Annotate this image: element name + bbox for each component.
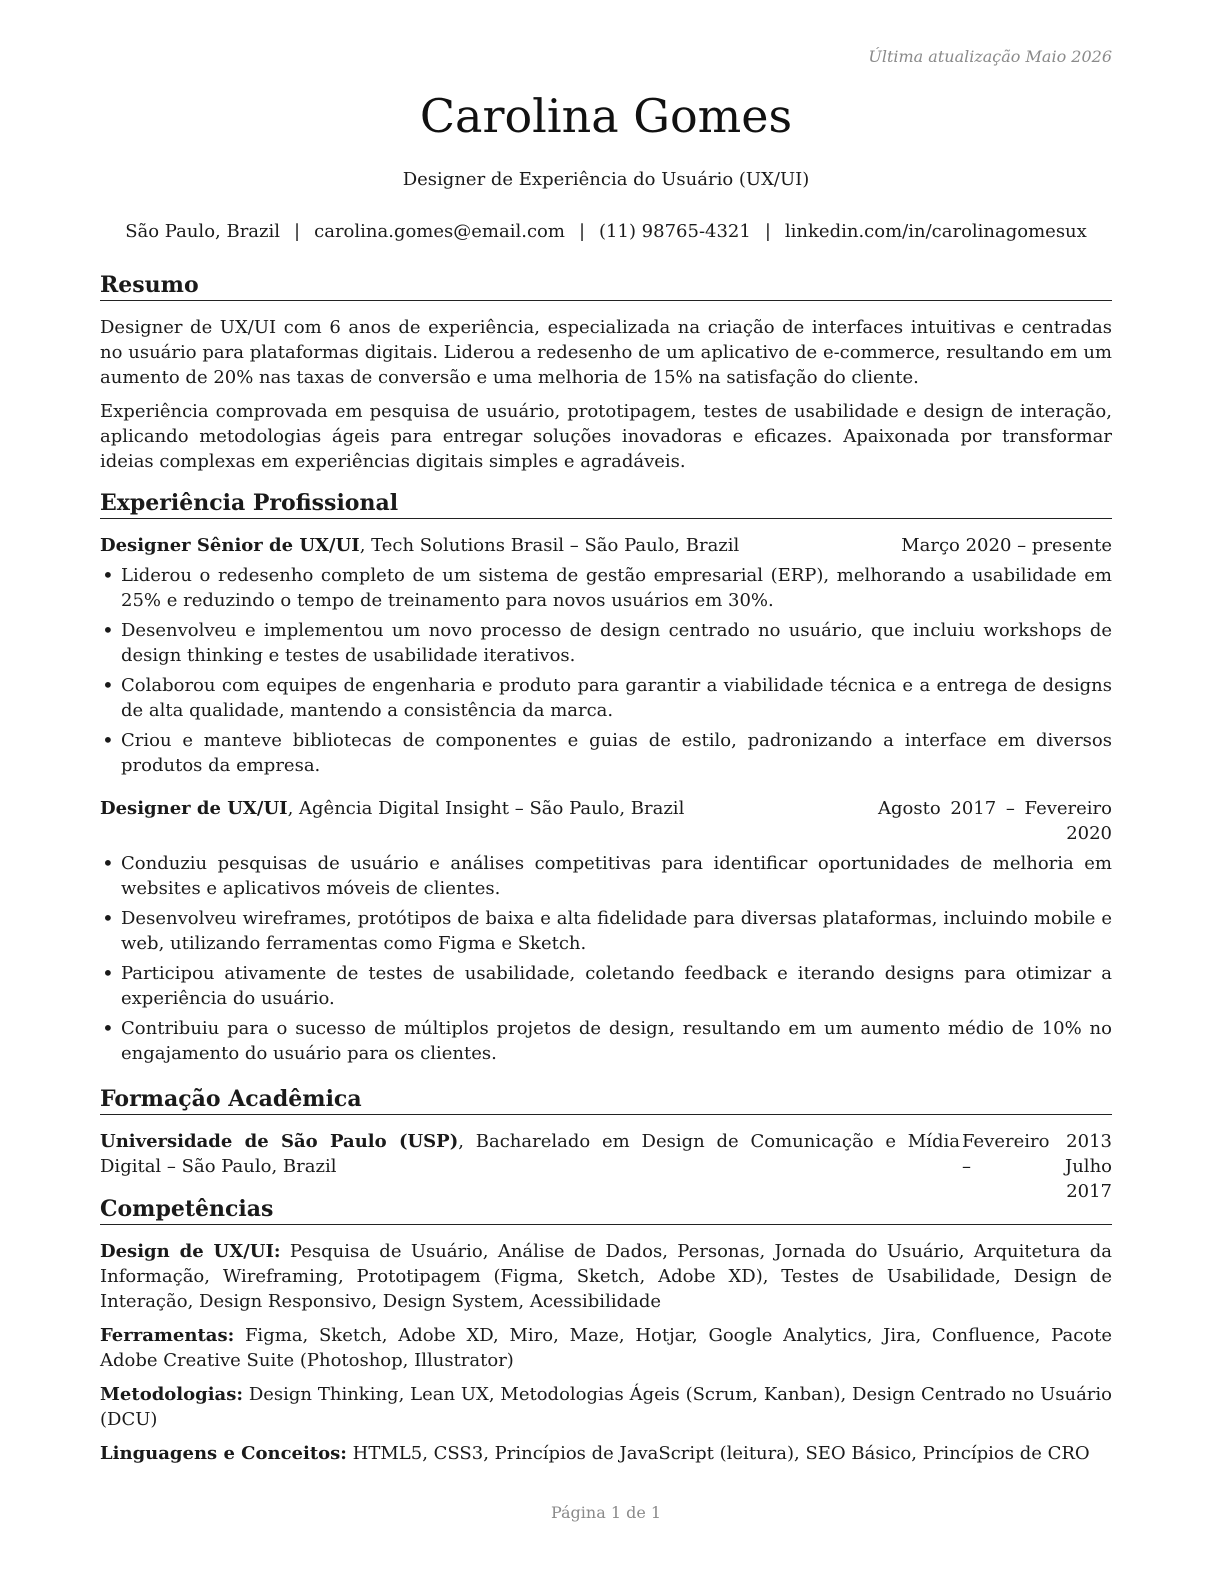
job-role: Designer Sênior de UX/UI [100,535,360,556]
list-item: • Desenvolveu wireframes, protótipos de baixa e alta fidelidade para diversas plataformas, incluindo mobile e web, utilizando ferramentas como Figma e Sketch. [100,906,1112,956]
list-item: • Criou e manteve bibliotecas de componentes e guias de estilo, padronizando a interface em diversos produtos da empresa. [100,728,1112,778]
skill-group [100,1382,1112,1432]
education-institution: Universidade de São Paulo (USP) [100,1131,459,1152]
list-item: • Contribuiu para o sucesso de múltiplos projetos de design, resultando em um aumento médio de 10% no engajamento do usuário para os clientes. [100,1016,1112,1066]
skill-label: Design de UX/UI: [100,1241,281,1262]
contact-separator: | [578,221,586,242]
contact-separator: | [294,221,301,242]
contact-email[interactable]: carolina.gomes@email.com [314,221,565,242]
contact-location: São Paulo, Brazil [125,221,281,242]
resume-page [100,0,1112,1584]
list-item: • Liderou o redesenho completo de um sistema de gestão empresarial (ERP), melhorando a usabilidade em 25% e reduzindo o tempo de treinamento para novos usuários em 30%. [100,563,1112,613]
skill-text: HTML5, CSS3, Princípios de JavaScript (leitura), SEO Básico, Princípios de CRO [346,1443,1090,1464]
job-bullets [100,563,1112,778]
skill-text: Figma, Sketch, Adobe XD, Miro, Maze, Hotjar, Google Analytics, Jira, Confluence, Pacote Adobe Creative Suite (Photoshop, Illustrator) [100,1325,1112,1371]
candidate-name: Carolina Gomes [419,89,793,143]
experience-section [100,488,1112,1066]
skills-section [100,1194,1112,1466]
job-company: , Agência Digital Insight – São Paulo, Brazil [287,798,685,819]
job-company: , Tech Solutions Brasil – São Paulo, Brazil [359,535,740,556]
skill-group [100,1239,1112,1314]
list-item: • Desenvolveu e implementou um novo processo de design centrado no usuário, que incluiu workshops de design thinking e testes de usabilidade iterativos. [100,618,1112,668]
list-item: • Conduziu pesquisas de usuário e análises competitivas para identificar oportunidades de melhoria em websites e aplicativos móveis de clientes. [100,851,1112,901]
section-title-experience: Experiência Profissional [100,488,1112,519]
education-entry [100,1129,1112,1204]
skill-group [100,1441,1112,1466]
contact-phone: (11) 98765-4321 [599,221,751,242]
job-dates: Março 2020 – presente [901,535,1112,556]
job-role: Designer de UX/UI [100,798,288,819]
contact-line [100,219,1112,244]
summary-paragraph: Experiência comprovada em pesquisa de usuário, prototipagem, testes de usabilidade e design de interação, aplicando metodologias ágeis para entregar soluções inovadoras e eficazes. Apaixonada por transformar ideias complexas em experiências digitais simples e agradáveis. [100,401,1112,472]
skill-label: Metodologias: [100,1384,243,1405]
education-dates: Fevereiro 2013 – Julho 2017 [962,1131,1112,1202]
last-updated: Última atualização Maio 2026 [868,47,1112,66]
summary-section [100,270,1112,474]
education-details: , Bacharelado em Design de Comunicação e Mídia Digital – São Paulo, Brazil [100,1131,961,1177]
job-header [100,533,1112,558]
summary-paragraph: Designer de UX/UI com 6 anos de experiência, especializada na criação de interfaces intuitivas e centradas no usuário para plataformas digitais. Liderou a redesenho de um aplicativo de e-commerce, resultando em um aumento de 20% nas taxas de conversão e uma melhoria de 15% na satisfação do cliente. [100,317,1112,388]
skill-label: Linguagens e Conceitos: [100,1443,347,1464]
job-header [100,796,1112,846]
contact-linkedin[interactable]: linkedin.com/in/carolinagomesux [784,221,1087,242]
skill-label: Ferramentas: [100,1325,235,1346]
education-section [100,1084,1112,1204]
job-entry [100,533,1112,778]
job-bullets [100,851,1112,1066]
job-dates: Agosto 2017 – Fevereiro 2020 [878,798,1112,844]
section-title-summary: Resumo [100,270,1112,301]
headline: Designer de Experiência do Usuário (UX/UI) [402,169,810,190]
page-number: Página 1 de 1 [550,1503,662,1522]
section-title-skills: Competências [100,1194,1112,1225]
job-entry [100,796,1112,1066]
section-title-education: Formação Acadêmica [100,1084,1112,1115]
skill-group [100,1323,1112,1373]
contact-separator: | [764,221,771,242]
skill-text: Design Thinking, Lean UX, Metodologias Ágeis (Scrum, Kanban), Design Centrado no Usuário (DCU) [100,1384,1112,1430]
skill-text: Pesquisa de Usuário, Análise de Dados, Personas, Jornada do Usuário, Arquitetura da Informação, Wireframing, Prototipagem (Figma, Sketch, Adobe XD), Testes de Usabilidade, Design de Interação, Design Responsivo, Design System, Acessibilidade [100,1241,1112,1312]
list-item: • Participou ativamente de testes de usabilidade, coletando feedback e iterando designs para otimizar a experiência do usuário. [100,961,1112,1011]
list-item: • Colaborou com equipes de engenharia e produto para garantir a viabilidade técnica e a entrega de designs de alta qualidade, mantendo a consistência da marca. [100,673,1112,723]
